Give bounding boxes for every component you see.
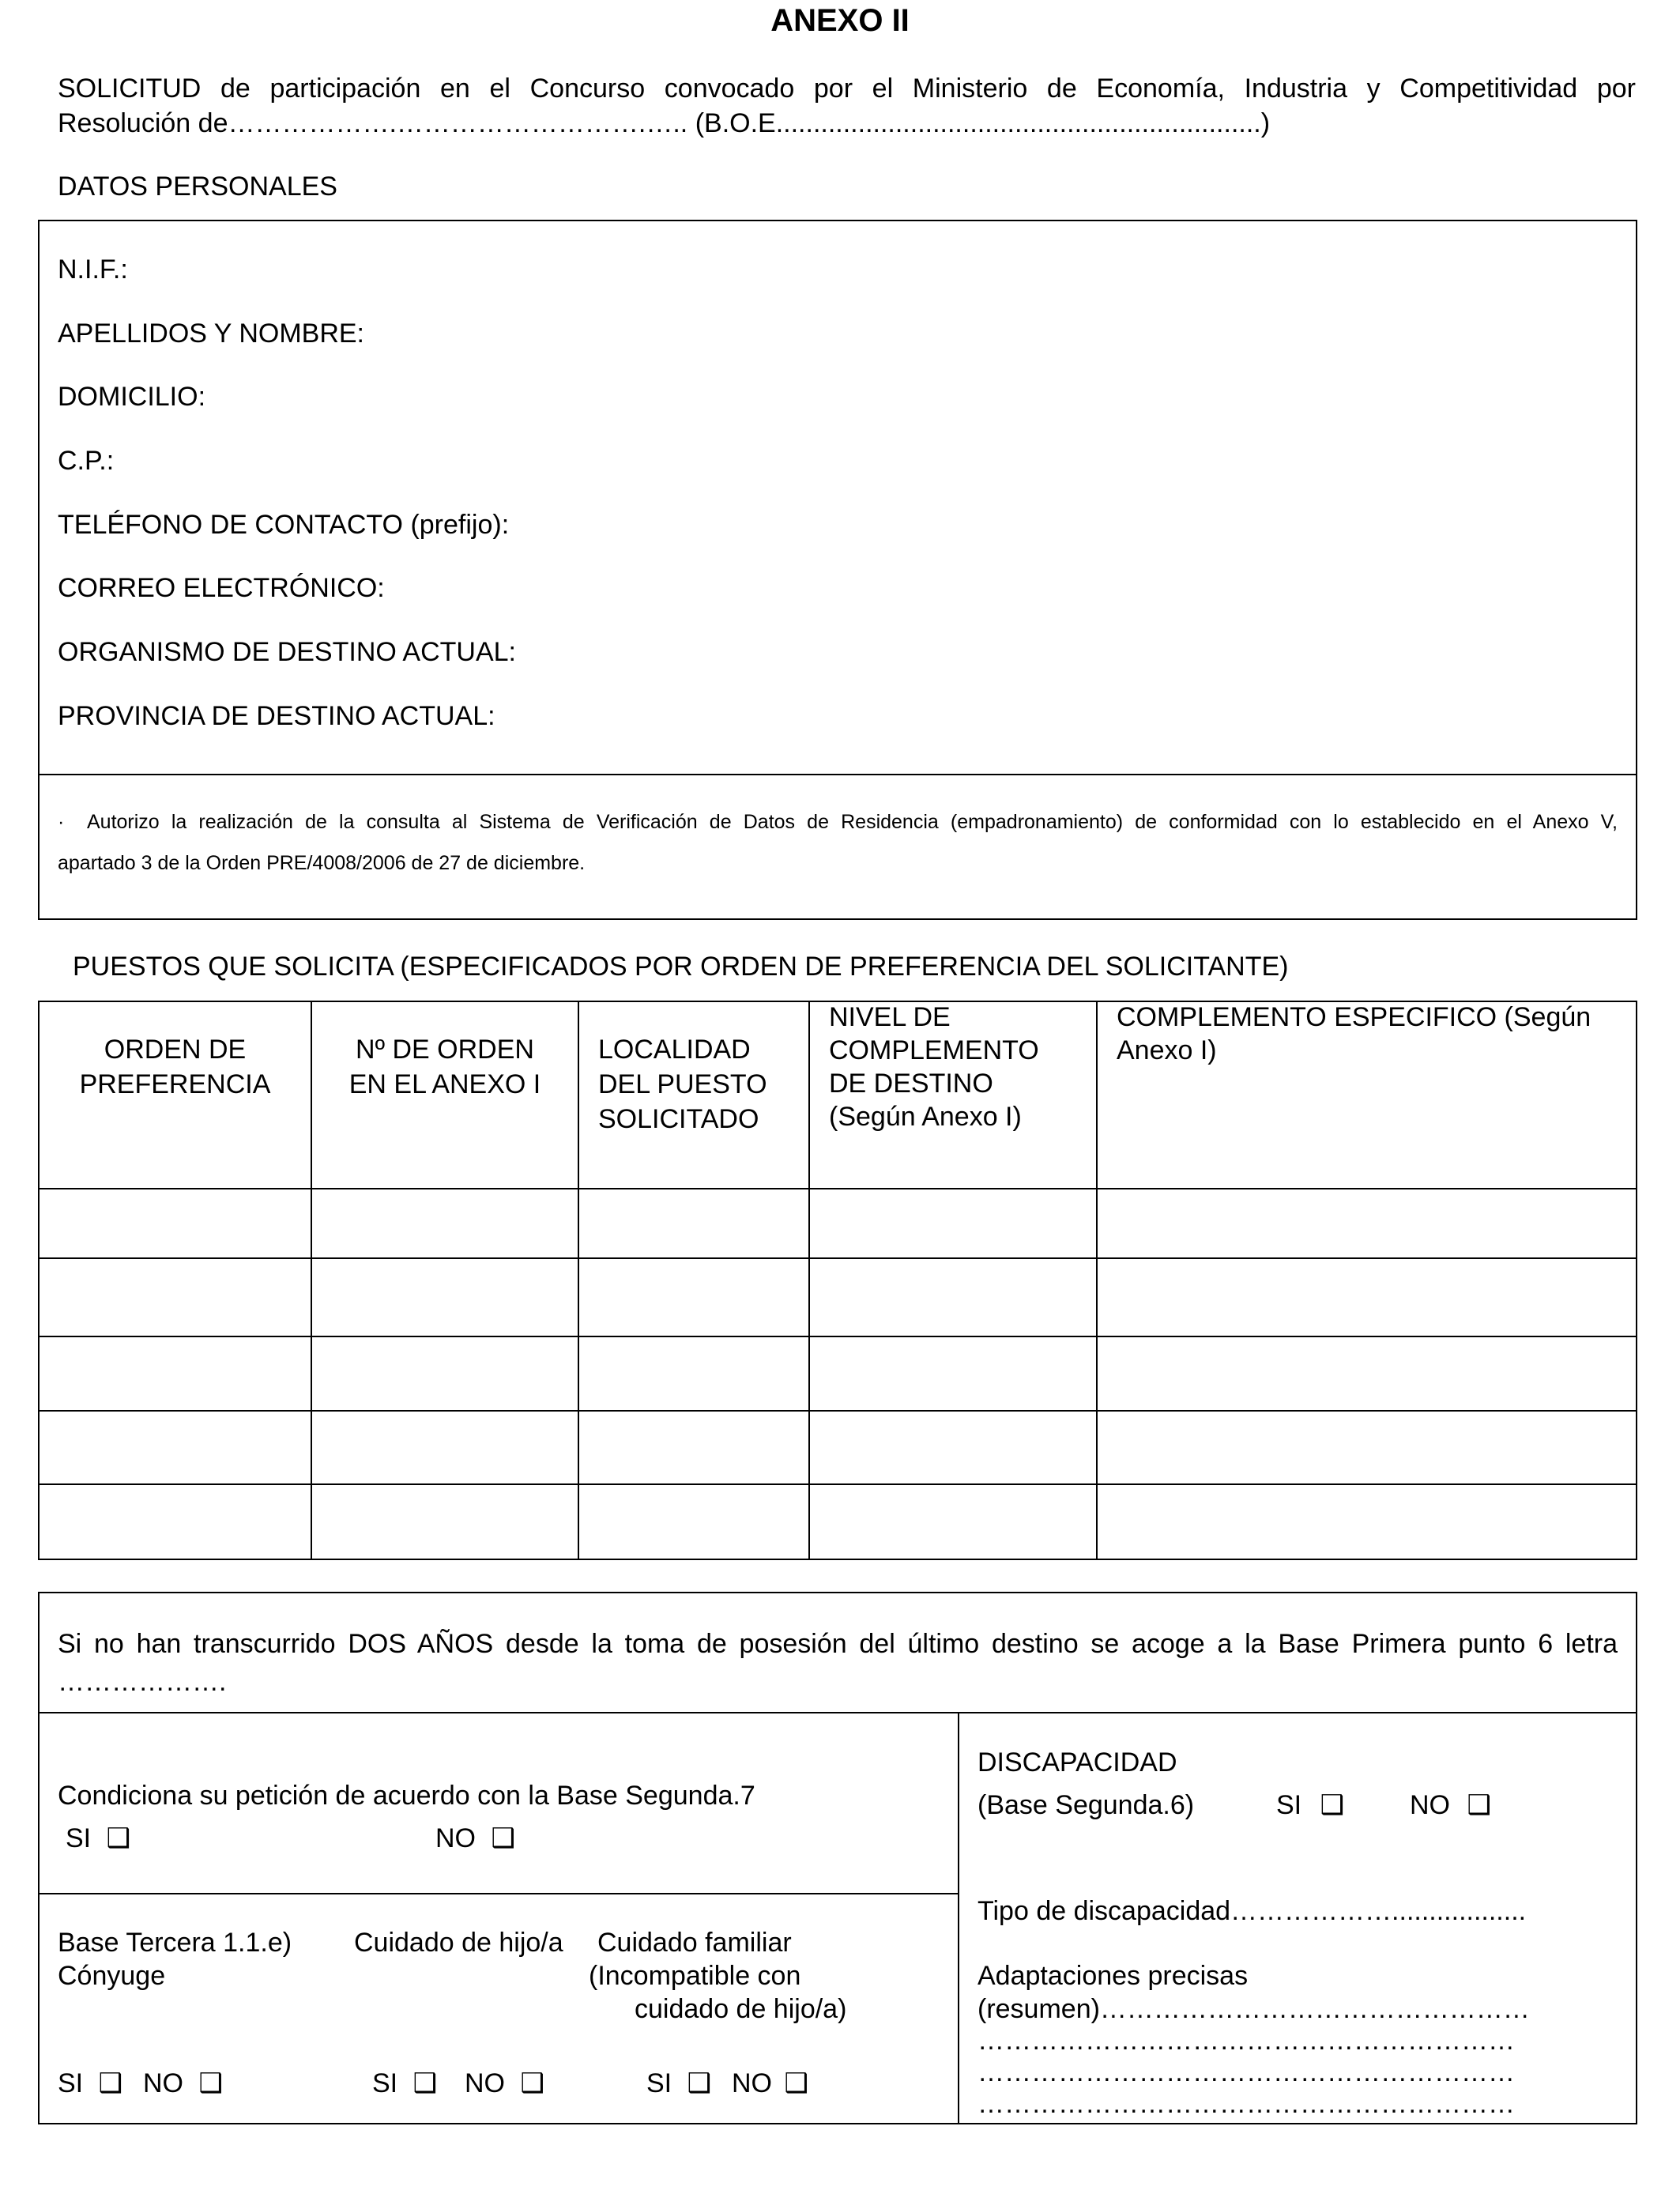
table-cell-order-number[interactable] [311, 1188, 578, 1257]
table-cell-specific-complement[interactable] [1096, 1410, 1637, 1483]
personal-data-heading: DATOS PERSONALES [58, 172, 337, 202]
table-cell-destination-level[interactable] [808, 1336, 1096, 1410]
field-email-label: CORREO ELECTRÓNICO: [58, 573, 385, 603]
field-name-label: APELLIDOS Y NOMBRE: [58, 319, 364, 349]
resumen-dots-line[interactable]: …………………………………………………… [977, 2026, 1515, 2056]
field-phone-label: TELÉFONO DE CONTACTO (prefijo): [58, 510, 510, 540]
no-label: NO [435, 1823, 476, 1853]
checkbox-icon[interactable]: ❑ [198, 2068, 223, 2098]
incompatible-label-2: cuidado de hijo/a) [635, 1994, 847, 2024]
checkbox-icon[interactable]: ❑ [412, 2068, 438, 2098]
personal-data-divider [38, 774, 1637, 775]
table-cell-locality[interactable] [578, 1188, 808, 1257]
cuidado-hijo-si-option[interactable] [372, 2066, 437, 2101]
table-cell-locality[interactable] [578, 1483, 808, 1560]
bottom-divider-vertical [958, 1712, 959, 2124]
table-cell-preference[interactable] [38, 1336, 311, 1410]
no-label: NO [143, 2068, 183, 2098]
field-organism-label: ORGANISMO DE DESTINO ACTUAL: [58, 637, 516, 667]
table-cell-locality[interactable] [578, 1410, 808, 1483]
field-nif-label: N.I.F.: [58, 254, 128, 285]
discapacidad-heading: DISCAPACIDAD [977, 1747, 1177, 1777]
si-label: SI [646, 2068, 672, 2098]
checkbox-icon[interactable]: ❑ [784, 2068, 808, 2098]
table-cell-specific-complement[interactable] [1096, 1257, 1637, 1336]
dos-anos-line-2: ………………. [58, 1667, 227, 1697]
discapacidad-no-option[interactable] [1410, 1788, 1491, 1823]
column-header-destination-level: NIVEL DE COMPLEMENTO DE DESTINO (Según Anexo I) [829, 1002, 1039, 1132]
no-label: NO [732, 2068, 772, 2098]
condiciona-si-option[interactable] [66, 1821, 130, 1856]
adaptaciones-label: Adaptaciones precisas [977, 1961, 1249, 1991]
table-cell-specific-complement[interactable] [1096, 1336, 1637, 1410]
condiciona-label: Condiciona su petición de acuerdo con la Base Segunda.7 [58, 1781, 755, 1811]
authorization-line-1: Autorizo la realización de la consulta al Sistema de Verificación de Datos de Residencia (empadronamiento) de conformidad con lo establecido en el Anexo V, [87, 811, 1618, 833]
field-province-label: PROVINCIA DE DESTINO ACTUAL: [58, 701, 495, 731]
table-cell-preference[interactable] [38, 1483, 311, 1560]
resumen-dots-line[interactable]: …………………………………………………… [977, 2089, 1515, 2119]
base-segunda-6-label: (Base Segunda.6) [977, 1790, 1195, 1820]
no-label: NO [465, 2068, 505, 2098]
table-cell-destination-level[interactable] [808, 1410, 1096, 1483]
incompatible-label-1: (Incompatible con [589, 1961, 801, 1991]
resumen-dots-line[interactable]: …………………………………………………… [977, 2057, 1515, 2087]
condiciona-no-option[interactable] [435, 1821, 515, 1856]
table-cell-destination-level[interactable] [808, 1483, 1096, 1560]
positions-heading: PUESTOS QUE SOLICITA (ESPECIFICADOS POR ORDEN DE PREFERENCIA DEL SOLICITANTE) [73, 952, 1289, 982]
field-postal-code-label: C.P.: [58, 446, 115, 476]
table-row [38, 1336, 1637, 1410]
authorization-line-2: apartado 3 de la Orden PRE/4008/2006 de 27 de diciembre. [58, 852, 586, 874]
conyuge-no-option[interactable] [143, 2066, 223, 2101]
field-address-label: DOMICILIO: [58, 382, 206, 412]
table-row [38, 1483, 1637, 1560]
bottom-divider-top [38, 1712, 1637, 1713]
table-cell-specific-complement[interactable] [1096, 1483, 1637, 1560]
table-cell-order-number[interactable] [311, 1336, 578, 1410]
cuidado-familiar-label: Cuidado familiar [597, 1928, 792, 1958]
table-cell-preference[interactable] [38, 1410, 311, 1483]
si-label: SI [1276, 1790, 1302, 1820]
table-cell-specific-complement[interactable] [1096, 1188, 1637, 1257]
base-tercera-label: Base Tercera 1.1.e) [58, 1928, 292, 1958]
table-cell-locality[interactable] [578, 1257, 808, 1336]
column-header-locality: LOCALIDAD DEL PUESTO SOLICITADO [598, 1035, 767, 1134]
no-label: NO [1410, 1790, 1450, 1820]
checkbox-icon[interactable]: ❑ [687, 2068, 712, 2098]
bottom-divider-left-middle [38, 1893, 959, 1894]
checkbox-icon[interactable]: ❑ [1467, 1790, 1491, 1820]
column-header-preference: ORDEN DE PREFERENCIA [79, 1035, 271, 1099]
table-cell-preference[interactable] [38, 1188, 311, 1257]
conyuge-label: Cónyuge [58, 1961, 166, 1991]
authorization-bullet: · [58, 811, 65, 833]
table-cell-preference[interactable] [38, 1257, 311, 1336]
conyuge-si-option[interactable] [58, 2066, 122, 2101]
column-header-order-number: Nº DE ORDEN EN EL ANEXO I [348, 1035, 541, 1099]
tipo-discapacidad-field[interactable]: Tipo de discapacidad……………….................. [977, 1896, 1527, 1926]
checkbox-icon[interactable]: ❑ [98, 2068, 123, 2098]
column-header-specific-complement: COMPLEMENTO ESPECIFICO (Según Anexo I) [1117, 1002, 1591, 1065]
discapacidad-si-option[interactable] [1276, 1788, 1344, 1823]
cuidado-familiar-no-option[interactable] [732, 2066, 808, 2101]
cuidado-familiar-si-option[interactable] [646, 2066, 711, 2101]
table-cell-order-number[interactable] [311, 1410, 578, 1483]
checkbox-icon[interactable]: ❑ [106, 1823, 131, 1853]
checkbox-icon[interactable]: ❑ [1320, 1790, 1345, 1820]
table-cell-order-number[interactable] [311, 1483, 578, 1560]
table-row [38, 1188, 1637, 1257]
resumen-field[interactable]: (resumen)………………………………………… [977, 1994, 1530, 2024]
intro-line-1: SOLICITUD de participación en el Concurso convocado por el Ministerio de Economía, Industria y Competitividad por [58, 74, 1636, 104]
si-label: SI [372, 2068, 398, 2098]
cuidado-hijo-label: Cuidado de hijo/a [354, 1928, 563, 1958]
table-row [38, 1410, 1637, 1483]
table-cell-destination-level[interactable] [808, 1257, 1096, 1336]
si-label: SI [66, 1823, 92, 1853]
si-label: SI [58, 2068, 84, 2098]
table-cell-destination-level[interactable] [808, 1188, 1096, 1257]
dos-anos-line-1: Si no han transcurrido DOS AÑOS desde la toma de posesión del último destino se acoge a la Base Primera punto 6 letra [58, 1629, 1618, 1659]
intro-line-2: Resolución de……………….……………………….….. (B.O.E.................................................................) [58, 108, 1271, 138]
page-title: ANEXO II [770, 3, 910, 38]
table-cell-locality[interactable] [578, 1336, 808, 1410]
table-row [38, 1257, 1637, 1336]
checkbox-icon[interactable]: ❑ [491, 1823, 515, 1853]
table-cell-order-number[interactable] [311, 1257, 578, 1336]
cuidado-hijo-no-option[interactable] [465, 2066, 544, 2101]
checkbox-icon[interactable]: ❑ [520, 2068, 544, 2098]
